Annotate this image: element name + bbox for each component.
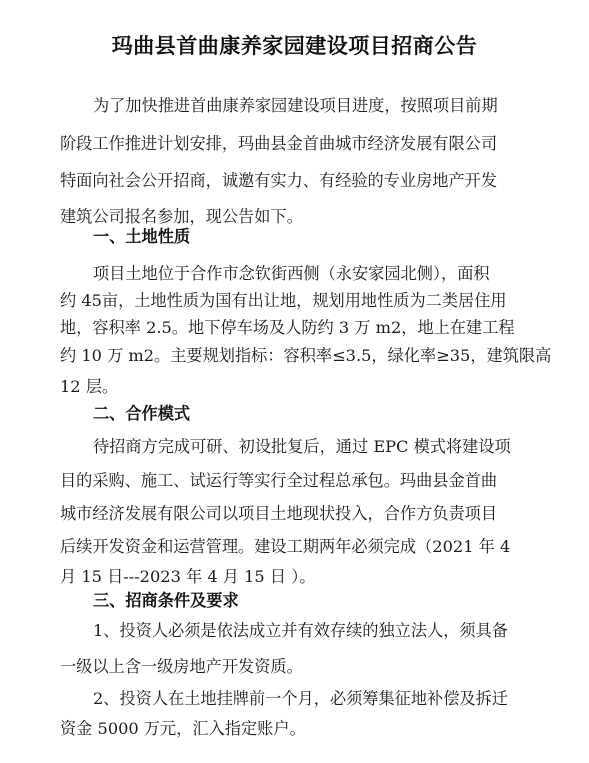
intro-line-4: 建筑公司报名参加，现公告如下。: [60, 207, 303, 226]
section-3-line-1: 1、投资人必须是依法成立并有效存续的独立法人，须具备: [93, 621, 508, 640]
section-2-line-5: 月 15 日---2023 年 4 月 15 日 ）。: [60, 567, 316, 586]
section-3-heading: 三、招商条件及要求: [93, 591, 239, 610]
section-3-line-2: 一级以上含一级房地产开发资质。: [60, 657, 303, 676]
intro-line-1: 为了加快推进首曲康养家园建设项目进度，按照项目前期: [93, 96, 498, 115]
section-1-line-5: 12 层。: [60, 377, 119, 396]
section-3-line-4: 资金 5000 万元，汇入指定账户。: [60, 719, 306, 738]
section-2-line-4: 后续开发资金和运营管理。建设工期两年必须完成（2021 年 4: [60, 537, 511, 556]
intro-line-3: 特面向社会公开招商，诚邀有实力、有经验的专业房地产开发: [60, 171, 498, 190]
section-2-line-3: 城市经济发展有限公司以项目土地现状投入，合作方负责项目: [60, 504, 498, 523]
intro-line-2: 阶段工作推进计划安排，玛曲县金首曲城市经济发展有限公司: [60, 134, 498, 153]
section-2-line-1: 待招商方完成可研、初设批复后，通过 EPC 模式将建设项: [93, 437, 511, 456]
section-2-heading: 二、合作模式: [93, 404, 191, 423]
section-1-line-2: 约 45亩，土地性质为国有出让地，规划用地性质为二类居住用: [60, 291, 507, 310]
section-1-heading: 一、土地性质: [93, 227, 191, 246]
document-title: 玛曲县首曲康养家园建设项目招商公告: [111, 34, 478, 58]
section-1-line-4: 约 10 万 m2。主要规划指标：容积率≤3.5，绿化率≥35，建筑限高: [60, 346, 552, 365]
section-2-line-2: 目的采购、施工、试运行等实行全过程总承包。玛曲县金首曲: [60, 471, 498, 490]
section-1-line-1: 项目土地位于合作市念钦街西侧（永安家园北侧），面积: [93, 264, 490, 283]
section-1-line-3: 地，容积率 2.5。地下停车场及人防约 3 万 m2，地上在建工程: [60, 318, 515, 337]
section-3-line-3: 2、投资人在土地挂牌前一个月，必须筹集征地补偿及拆迁: [93, 689, 508, 708]
